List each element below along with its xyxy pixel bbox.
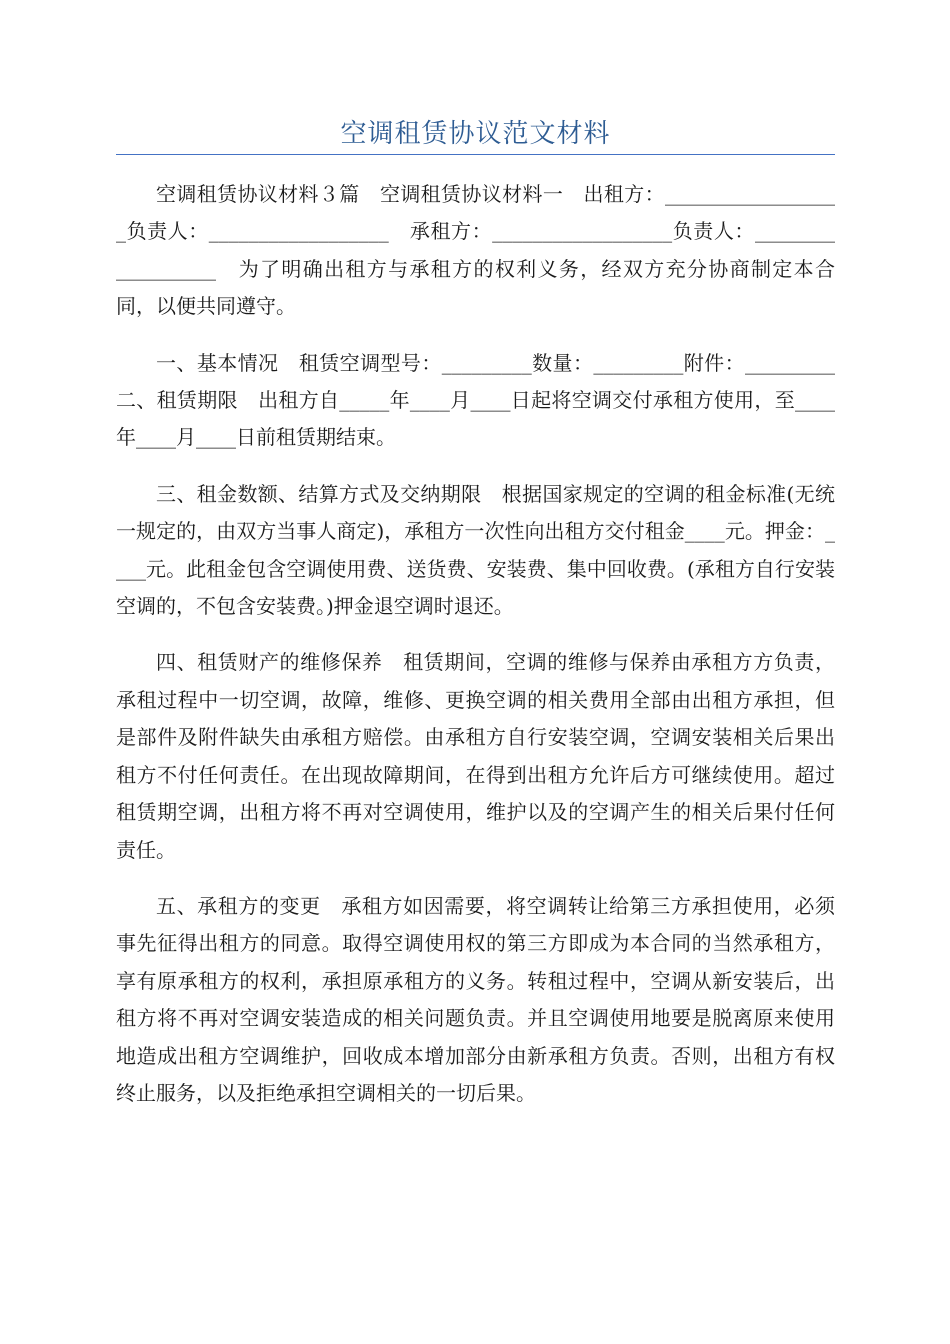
document-title: 空调租赁协议范文材料 [340, 119, 611, 149]
title-underline [116, 154, 835, 155]
paragraph-rent-payment: 三、租金数额、结算方式及交纳期限 根据国家规定的空调的租金标准(无统一规定的，由双方当事人商定)，承租方一次性向出租方交付租金____元。押金：____元。此租金包含空调使用费、送货费、安装费、集中回收费。(承租方自行安装空调的，不包含安装费。)押金退空调时退还。 [116, 481, 835, 619]
paragraph-maintenance: 四、租赁财产的维修保养 租赁期间，空调的维修与保养由承租方方负责，承租过程中一切空调，故障，维修、更换空调的相关费用全部由出租方承担，但是部件及附件缺失由承租方赔偿。由承租方自行安装空调，空调安装相关后果出租方不付任何责任。在出现故障期间，在得到出租方允许后方可继续使用。超过租赁期空调，出租方将不再对空调使用，维护以及的空调产生的相关后果付任何责任。 [116, 650, 835, 862]
paragraph-basic-info-term: 一、基本情况 租赁空调型号：_________数量：_________附件：_________ 二、租赁期限 出租方自_____年____月____日起将空调交付承租方使用，至____年____月____日前租赁期结束。 [116, 350, 855, 450]
paragraph-parties: 空调租赁协议材料３篇 空调租赁协议材料一 出租方：__________________负责人：__________________ 承租方：__________________负责人：__________________ 为了明确出租方与承租方的权利义务，经双方充分协商制定本合同，以便共同遵守。 [116, 182, 835, 319]
document-body [116, 176, 855, 1131]
paragraph-lessee-change: 五、承租方的变更 承租方如因需要，将空调转让给第三方承担使用，必须事先征得出租方的同意。取得空调使用权的第三方即成为本合同的当然承租方，享有原承租方的权利，承担原承租方的义务。转租过程中，空调从新安装后，出租方将不再对空调安装造成的相关问题负责。并且空调使用地要是脱离原来使用地造成出租方空调维护，回收成本增加部分由新承租方负责。否则，出租方有权终止服务，以及拒绝承担空调相关的一切后果。 [116, 893, 835, 1105]
